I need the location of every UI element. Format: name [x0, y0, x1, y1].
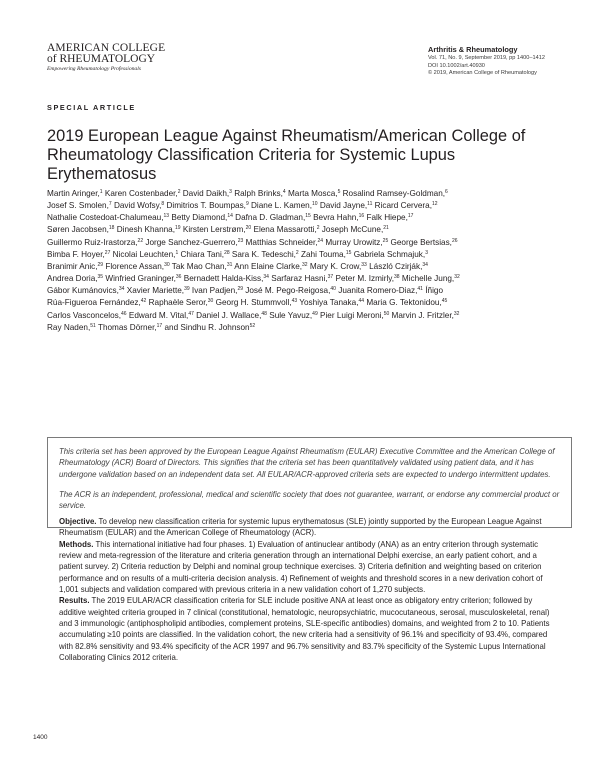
author-name: José M. Pego-Reigosa,: [243, 286, 331, 296]
author-name: Carlos Vasconcelos,: [47, 310, 122, 320]
author-name: Mary K. Crow,: [307, 261, 362, 271]
author-affiliation: 3: [229, 188, 232, 195]
author-line: [47, 273, 557, 285]
author-affiliation: 1: [99, 188, 103, 195]
author-line: [47, 285, 557, 297]
author-affiliation: 2: [295, 249, 299, 256]
author-name: Dinesh Khanna,: [114, 225, 176, 235]
author-name: Murray Urowitz,: [323, 237, 383, 247]
author-name: Diane L. Kamen,: [248, 201, 312, 211]
author-name: Søren Jacobsen,: [47, 225, 109, 235]
logo-line-1: AMERICAN COLLEGE: [47, 42, 166, 54]
author-affiliation: 16: [358, 213, 365, 220]
author-affiliation: 25: [382, 237, 389, 244]
author-name: Marta Mosca,: [285, 189, 338, 198]
author-affiliation: 15: [305, 213, 311, 220]
author-line: [47, 200, 557, 212]
author-name: Sarfaraz Hasni,: [268, 274, 328, 284]
methods-text: This international initiative had four phases. 1) Evaluation of antinuclear antibody (ANA) as an entry criterion through systematic review and meta-regression of the literature and criteria generation through an international Delphi exercise, an early patient cohort, and a patient survey. 2) Criteria reduction by Delphi and nominal group technique exercises. 3) Criteria definition and weighting based on criterion performance and on results of a multi-criteria decision analysis. 4) Refinement of weights and threshold scores in a new derivation cohort of 1,001 subjects and validation compared with previous criteria in a new validation cohort of 1,270 subjects.: [59, 539, 543, 595]
author-affiliation: 48: [261, 310, 267, 317]
author-affiliation: 29: [97, 261, 104, 268]
author-name: Georg H. Stummvoll,: [213, 298, 292, 308]
journal-copyright: © 2019, American College of Rheumatology: [428, 70, 537, 77]
author-name: Branimir Anic,: [47, 261, 98, 271]
author-name: Winfried Graninger,: [103, 274, 176, 284]
objective-text: To develop new classification criteria for systemic lupus erythematosus (SLE) jointly supported by the European League Against Rheumatism (EULAR) and the American College of Rheumatology (ACR).: [59, 517, 542, 538]
author-name: Nathalie Costedoat-Chalumeau,: [47, 213, 164, 223]
author-affiliation: 5: [337, 188, 341, 195]
page-number: 1400: [33, 734, 48, 741]
abstract-methods: [47, 539, 557, 596]
author-name: Nicolai Leuchten,: [110, 249, 176, 259]
author-name: Matthias Schneider,: [243, 237, 318, 247]
author-affiliation: 9: [245, 200, 249, 207]
results-label: Results.: [59, 596, 90, 606]
author-name: Chiara Tani,: [178, 249, 225, 259]
author-line: [47, 188, 557, 200]
author-list: [47, 188, 557, 334]
author-affiliation: 6: [445, 188, 448, 195]
author-affiliation: 30: [164, 261, 170, 268]
author-name: Rosalind Ramsey-Goldman,: [340, 189, 446, 198]
author-affiliation: 37: [327, 273, 334, 280]
author-affiliation: 43: [291, 298, 298, 305]
author-name: Íñigo: [422, 286, 443, 296]
author-affiliation: 29: [237, 286, 243, 293]
author-affiliation: 14: [227, 213, 233, 220]
author-affiliation: 44: [358, 298, 365, 305]
section-label: SPECIAL ARTICLE: [47, 103, 136, 112]
author-name: Dafna D. Gladman,: [232, 213, 306, 223]
author-name: Joseph McCune,: [319, 225, 384, 235]
author-affiliation: 38: [394, 273, 400, 280]
author-name: David Wofsy,: [111, 201, 162, 211]
author-name: Ricard Cervera,: [372, 201, 432, 211]
author-affiliation: 36: [175, 273, 182, 280]
author-name: and Sindhu R. Johnson: [162, 322, 250, 332]
author-affiliation: 13: [163, 213, 170, 220]
approval-statement: This criteria set has been approved by the European League Against Rheumatism (EULAR) Executive Committee and the American College of Rheumatology (ACR) Board of Directors. This signifies that the criteria set has been quantitatively validated using patient data, and it has undergone validation based on an independent data set. All EULAR/ACR-approved criteria sets are expected to undergo intermittent updates.: [59, 447, 555, 479]
author-name: Raphaèle Seror,: [146, 298, 208, 308]
author-affiliation: 10: [312, 200, 318, 207]
author-name: Michelle Jung,: [399, 274, 455, 284]
author-name: Sule Yavuz,: [266, 310, 313, 320]
author-name: Florence Assan,: [103, 261, 165, 271]
author-line: [47, 237, 557, 249]
author-affiliation: 34: [422, 261, 428, 268]
author-affiliation: 8: [161, 200, 165, 207]
author-name: Falk Hiepe,: [364, 213, 408, 223]
author-name: Andrea Doria,: [47, 274, 98, 284]
author-name: Daniel J. Wallace,: [193, 310, 262, 320]
author-affiliation: 41: [417, 286, 423, 293]
author-name: Bernadett Halda-Kiss,: [181, 274, 264, 284]
author-line: [47, 224, 557, 236]
author-affiliation: 39: [184, 286, 190, 293]
author-name: Karen Costenbader,: [102, 189, 178, 198]
author-line: [47, 310, 557, 322]
journal-title: Arthritis & Rheumatology: [428, 45, 518, 54]
author-name: David Jayne,: [317, 201, 368, 211]
author-line: [47, 212, 557, 224]
author-name: Ray Naden,: [47, 322, 91, 332]
author-affiliation: 51: [90, 322, 96, 329]
author-affiliation: 42: [140, 298, 147, 305]
author-line: [47, 297, 557, 309]
author-affiliation: 21: [383, 225, 389, 232]
author-name: Maria G. Tektonidou,: [364, 298, 442, 308]
acr-disclaimer: The ACR is an independent, professional, medical and scientific society that does not guarantee, warrant, or endorse any commercial product or service.: [59, 489, 560, 511]
author-name: George Bertsias,: [388, 237, 452, 247]
author-affiliation: 19: [175, 225, 181, 232]
author-affiliation: 2: [177, 188, 181, 195]
author-affiliation: 1: [175, 249, 179, 256]
methods-label: Methods.: [59, 539, 94, 549]
author-name: Edward M. Vital,: [126, 310, 189, 320]
author-name: Juanita Romero-Diaz,: [335, 286, 418, 296]
author-affiliation: 2: [316, 225, 320, 232]
abstract-results: [47, 595, 557, 663]
author-name: Betty Diamond,: [169, 213, 228, 223]
author-name: Rúa-Figueroa Fernández,: [47, 298, 141, 308]
author-affiliation: 49: [312, 310, 318, 317]
author-affiliation: 30: [207, 298, 214, 305]
author-name: Gabriela Schmajuk,: [351, 249, 426, 259]
author-affiliation: 22: [137, 237, 144, 244]
author-affiliation: 35: [97, 273, 104, 280]
author-affiliation: 18: [108, 225, 115, 232]
author-name: Yoshiya Tanaka,: [297, 298, 359, 308]
author-affiliation: 34: [118, 286, 125, 293]
author-name: László Czirják,: [366, 261, 423, 271]
author-name: Josef S. Smolen,: [47, 201, 109, 211]
author-affiliation: 23: [237, 237, 244, 244]
author-name: Zahi Touma,: [298, 249, 346, 259]
author-line: [47, 249, 557, 261]
author-name: Elena Massarotti,: [251, 225, 317, 235]
author-name: Bevra Hahn,: [310, 213, 359, 223]
author-name: David Daikh,: [180, 189, 230, 198]
article-title: 2019 European League Against Rheumatism/American College of Rheumatology Classification Criteria for Systemic Lupus Erythematosus: [47, 127, 526, 183]
author-name: Martin Aringer,: [47, 189, 100, 198]
author-affiliation: 40: [330, 286, 336, 293]
author-name: Dimitrios T. Boumpas,: [164, 201, 246, 211]
author-affiliation: 33: [361, 261, 367, 268]
journal-volume: Vol. 71, No. 9, September 2019, pp 1400–1412: [428, 55, 545, 61]
author-name: Pier Luigi Meroni,: [317, 310, 384, 320]
objective-label: Objective.: [59, 517, 97, 526]
author-affiliation: 17: [156, 322, 163, 329]
journal-doi: DOI 10.1002/art.40930: [428, 62, 485, 69]
author-name: Gábor Kumánovics,: [47, 286, 119, 296]
author-affiliation: 32: [453, 310, 460, 317]
author-name: Ralph Brinks,: [231, 189, 283, 198]
acr-logo: [47, 42, 166, 73]
author-affiliation: 34: [263, 273, 269, 280]
results-text: The 2019 EULAR/ACR classification criteria for SLE include positive ANA at least once as obligatory entry criterion; followed by additive weighted criteria grouped in 7 clinical (constitutional, hematologic, neuropsychiatric, mucocutaneous, serosal, musculoskeletal, renal) and 3 immunologic (antiphospholipid antibodies, complement proteins, SLE-specific antibodies) domains, and weighted from 2 to 10. Patients accumulating ≥10 points are classified. In the validation cohort, the new criteria had a sensitivity of 96.1% and specificity of 93.4%, compared with 82.8% sensitivity and 93.4% specificity of the ACR 1997 and 96.7% sensitivity and 83.7% specificity of the Systemic Lupus International Collaborating Clinics 2012 criteria.: [59, 596, 550, 663]
abstract-objective: [47, 516, 557, 539]
author-affiliation: 46: [121, 310, 127, 317]
author-affiliation: 12: [431, 200, 438, 207]
author-affiliation: 3: [425, 249, 428, 256]
author-name: Ann Elaine Clarke,: [232, 261, 303, 271]
author-affiliation: 32: [454, 273, 460, 280]
author-name: Peter M. Izmirly,: [333, 274, 395, 284]
author-name: Guillermo Ruiz-Irastorza,: [47, 237, 138, 247]
author-affiliation: 17: [407, 213, 414, 220]
author-affiliation: 31: [226, 261, 233, 268]
author-name: Jorge Sanchez-Guerrero,: [143, 237, 238, 247]
author-affiliation: 11: [367, 200, 373, 207]
approval-statement-box: [47, 437, 572, 528]
author-affiliation: 20: [245, 225, 252, 232]
author-line: [47, 261, 557, 273]
author-line: [47, 322, 557, 334]
journal-info: [428, 45, 588, 78]
author-affiliation: 32: [302, 261, 308, 268]
author-name: Ivan Padjen,: [189, 286, 238, 296]
author-affiliation: 27: [104, 249, 111, 256]
author-name: Bimba F. Hoyer,: [47, 249, 105, 259]
author-affiliation: 47: [188, 310, 194, 317]
logo-tagline: Empowering Rheumatology Professionals: [47, 66, 141, 72]
author-name: Kirsten Lerstrøm,: [180, 225, 246, 235]
author-name: Tak Mao Chan,: [169, 261, 227, 271]
author-affiliation: 24: [317, 237, 324, 244]
author-affiliation: 26: [451, 237, 458, 244]
author-name: Sara K. Tedeschi,: [229, 249, 296, 259]
logo-line-2: of RHEUMATOLOGY: [47, 53, 156, 65]
author-affiliation: 52: [249, 322, 256, 329]
author-affiliation: 7: [108, 200, 112, 207]
author-name: Marvin J. Fritzler,: [389, 310, 454, 320]
abstract: [47, 516, 557, 663]
author-affiliation: 4: [282, 188, 286, 195]
author-affiliation: 45: [441, 298, 448, 305]
author-affiliation: 15: [345, 249, 352, 256]
author-affiliation: 50: [383, 310, 390, 317]
author-affiliation: 28: [224, 249, 230, 256]
author-name: Thomas Dörner,: [95, 322, 157, 332]
author-name: Xavier Mariette,: [124, 286, 185, 296]
